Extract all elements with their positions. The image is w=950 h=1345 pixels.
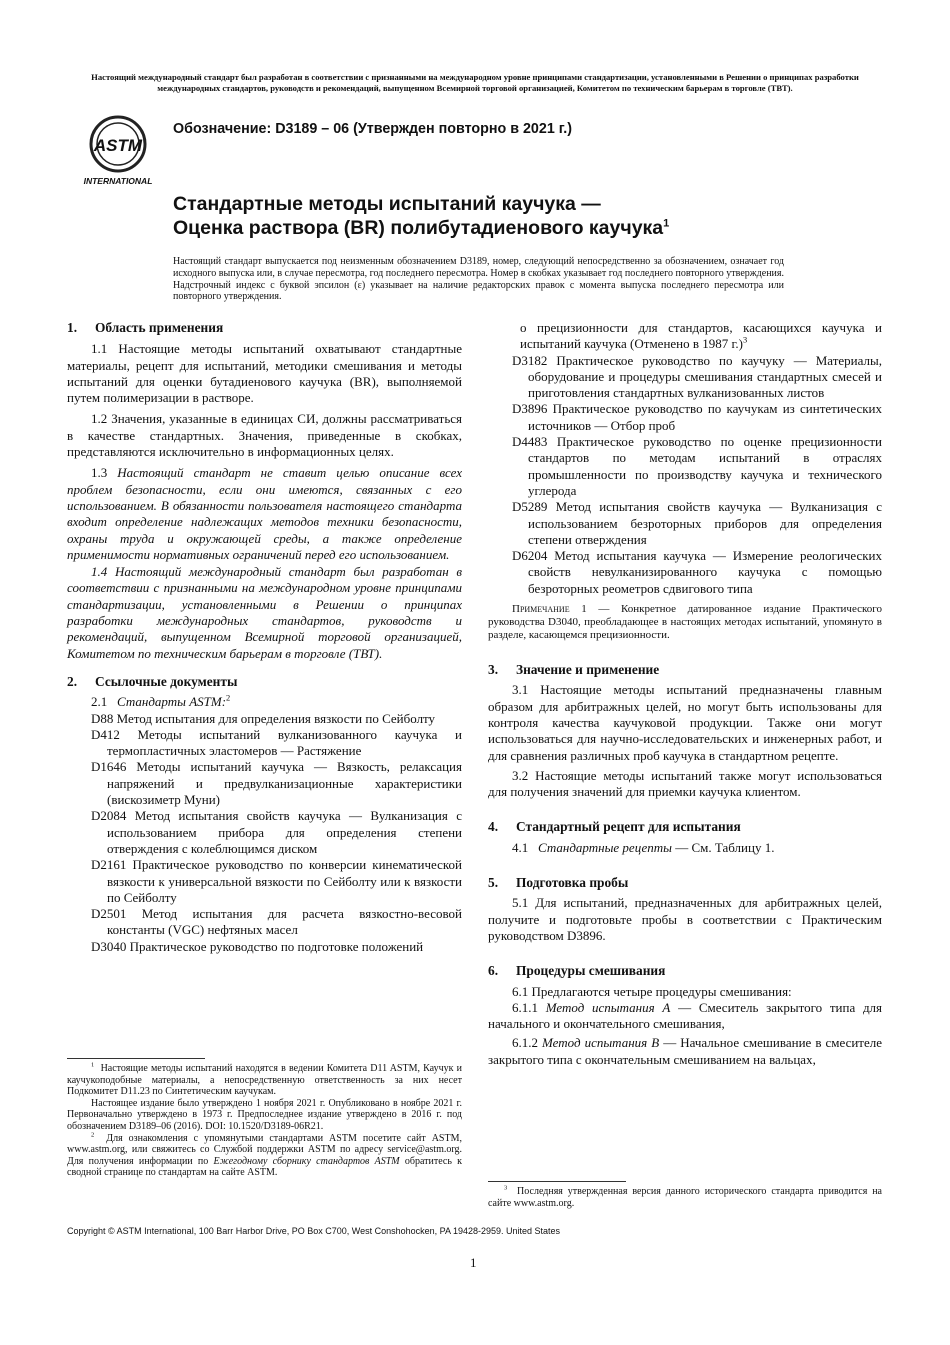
- section-1-heading: 1. Область применения: [67, 320, 224, 335]
- logo-subtext: INTERNATIONAL: [83, 176, 153, 186]
- reference-item: D2501 Метод испытания для расчета вязкостно-весовой константы (VGC) нефтяных масел: [91, 906, 462, 938]
- section-6-heading: 6. Процедуры смешивания: [488, 963, 666, 979]
- page-title: [173, 192, 873, 240]
- title-line-2: Оценка раствора (BR) полибутадиенового каучука: [173, 217, 664, 239]
- section-2-heading: 2. Ссылочные документы: [67, 673, 238, 689]
- reference-item: D88 Метод испытания для определения вязкости по Сейболту: [91, 710, 436, 726]
- reference-list-right: [512, 353, 882, 597]
- astm-logo: [78, 114, 158, 186]
- footnote-2: $^2$ Для ознакомления с упомянутыми стандартами ASTM посетите сайт ASTM, www.astm.org, или свяжитесь со Службой поддержки ASTM по адресу service@astm.org. Для получения информации по Ежегодному сборнику стандартов ASTM обратитесь к сводной странице по стандартам на сайте ASTM.: [67, 1131, 463, 1179]
- para-6-1-2: 6.1.2 Метод испытания B — Начальное смешивание в смесителе закрытого типа с окончательным смешиванием на вальцах,: [488, 1035, 883, 1067]
- reference-item: D5289 Метод испытания свойств каучука — Вулканизация с использованием безроторных приборов для определения степени отверждения: [512, 499, 882, 547]
- section-4-heading: 4. Стандартный рецепт для испытания: [488, 819, 741, 835]
- footnote-3: $^3$ Последняя утвержденная версия данного исторического стандарта приводится на сайте www.astm.org.: [488, 1184, 882, 1209]
- reference-item: D4483 Практическое руководство по оценке прецизионности стандартов по методам испытаний в отраслях промышленности по производству каучука и технического углерода: [512, 434, 882, 498]
- para-2-1: 2.1 Стандарты ASTM:$^2$: [91, 692, 231, 710]
- footnote-1: $^1$ Настоящие методы испытаний находятся в ведении Комитета D11 ASTM, Каучук и каучукоподобные материалы, а непосредственную ответственность за них несет Подкомитет D11.23 по Синтетическим каучукам.: [67, 1061, 462, 1098]
- para-3-1: 3.1 Настоящие методы испытаний предназначены главным образом для арбитражных целей, но могут быть использованы для контроля качества каучуковой продукции. Также они могут использоваться для научно-исследовательских и инженерных работ, и для сравнения различных проб каучука в стандартном рецепте.: [488, 682, 882, 763]
- para-6-1: 6.1 Предлагаются четыре процедуры смешивания:: [512, 983, 792, 999]
- footnotes-left: [67, 1058, 462, 1179]
- astm-logo-icon: [78, 114, 158, 186]
- left-column: [67, 320, 462, 955]
- para-6-1-1: 6.1.1 Метод испытания A — Смеситель закрытого типа для начального и окончательного смешивания,: [488, 999, 883, 1032]
- reference-item: D2161 Практическое руководство по конверсии кинематической вязкости к универсальной вязкости по Сейболту или к вязкости по Сейболту: [91, 857, 462, 905]
- reference-item: D3040 Практическое руководство по подготовке положений: [91, 938, 424, 954]
- intro-note: Настоящий стандарт выпускается под неизменным обозначением D3189, номер, следующий непосредственно за обозначением, означает год исходного выпуска или, в случае пересмотра, год последнего пересмотра. Номер в скобках указывает год последнего повторного утверждения. Надстрочный индекс с буквой эпсилон (ε) указывает на наличие редакторских правок с момента выпуска последнего пересмотра или повторного утверждения.: [173, 256, 784, 303]
- para-4-1: 4.1 Стандартные рецепты — См. Таблицу 1.: [512, 839, 775, 855]
- title-footnote-mark[interactable]: 1: [663, 217, 670, 230]
- para-1-4: 1.4 Настоящий международный стандарт был разработан в соответствии с признанными на международном уровне принципами стандартизации, установленными в Решении о принципах разработки международных стандартов, руководств и рекомендаций, выпущенном Всемирной торговой организацией, Комитетом по техническим барьерам в торговле (ТВТ).: [67, 564, 462, 661]
- footnotes-right: [488, 1181, 882, 1209]
- section-5-heading: 5. Подготовка пробы: [488, 875, 629, 891]
- copyright: Copyright © ASTM International, 100 Barr Harbor Drive, PO Box C700, West Conshohocken, PA 19428-2959. United States: [67, 1226, 561, 1236]
- para-1-3: 1.3 Настоящий стандарт не ставит целью описание всех проблем безопасности, если они имеются, связанных с его использованием. В обязанности пользователя настоящего стандарта входит определение надлежащих методов техники безопасности, охраны труда и окружающей среды, а также определение применимости нормативных ограничений перед его использованием.: [67, 465, 462, 562]
- reference-item: D3182 Практическое руководство по каучуку — Материалы, оборудование и процедуры смешивания стандартных смесей и приготовления стандартных вулканизованных листов: [512, 352, 882, 401]
- reference-list-left: [91, 711, 462, 955]
- title-line-1: Стандартные методы испытаний каучука —: [173, 193, 601, 215]
- page-number: 1: [470, 1255, 477, 1270]
- logo-text: ASTM: [93, 136, 143, 155]
- designation: Обозначение: D3189 – 06 (Утвержден повторно в 2021 г.): [173, 121, 572, 137]
- reference-item: D6204 Метод испытания каучука — Измерение реологических свойств невулканизированного каучука с помощью безроторных реометров сдвигового типа: [512, 548, 882, 596]
- reference-item: D1646 Методы испытаний каучука — Вязкость, релаксация напряжений и предвулканизационные характеристики (вискозиметр Муни): [91, 759, 462, 808]
- reference-continuation: о прецизионности для стандартов, касающихся каучука и испытаний каучука (Отменено в 1987 г.)$^3$: [520, 320, 882, 352]
- para-3-2: 3.2 Настоящие методы испытаний также могут использоваться для получения значений для приемки каучука клиентом.: [488, 767, 882, 800]
- reference-item: D412 Методы испытаний вулканизованного каучука и термопластичных эластомеров — Растяжение: [91, 726, 462, 759]
- header-note: Настоящий международный стандарт был разработан в соответствии с признанными на международном уровне принципами стандартизации, установленными в Решении о принципах разработки международных стандартов, руководств и рекомендаций, выпущенном Всемирной торговой организацией, Комитетом по техническим барьерам в торговле (ТВТ).: [91, 72, 859, 93]
- reference-item: D3896 Практическое руководство по каучукам из синтетических источников — Отбор проб: [512, 401, 882, 433]
- note-1: Примечание 1 — Конкретное датированное издание Практического руководства D3040, преобладающее в настоящих методах испытаний, упомянуто в разделе, касающемся прецизионности.: [488, 603, 883, 642]
- para-1-1: 1.1 Настоящие методы испытаний охватывают стандартные материалы, рецепт для испытаний, методики смешивания и методы испытаний для оценки бутадиенового каучука (BR), выполняемой путем полимеризации в растворе.: [67, 341, 462, 406]
- right-column: [488, 320, 882, 1068]
- para-5-1: 5.1 Для испытаний, предназначенных для арбитражных целей, получите и подготовьте пробы в соответствии с Практическим руководством D3896.: [488, 895, 882, 943]
- reference-item: D2084 Метод испытания свойств каучука — Вулканизация с использованием прибора для определения степени отверждения с колеблющимся диском: [91, 808, 462, 856]
- section-3-heading: 3. Значение и применение: [488, 662, 660, 678]
- para-1-2: 1.2 Значения, указанные в единицах СИ, должны рассматриваться в качестве стандартных. Значения, приведенные в скобках, представляются исключительно в информационных целях.: [67, 411, 462, 460]
- footnote-1-approval: Настоящее издание было утверждено 1 ноября 2021 г. Опубликовано в ноябре 2021 г. Первоначально утверждено в 1973 г. Предпоследнее издание утверждено в 2016 г. под обозначением D3189–06 (2016). DOI: 10.1520/D3189-06R21.: [67, 1097, 462, 1132]
